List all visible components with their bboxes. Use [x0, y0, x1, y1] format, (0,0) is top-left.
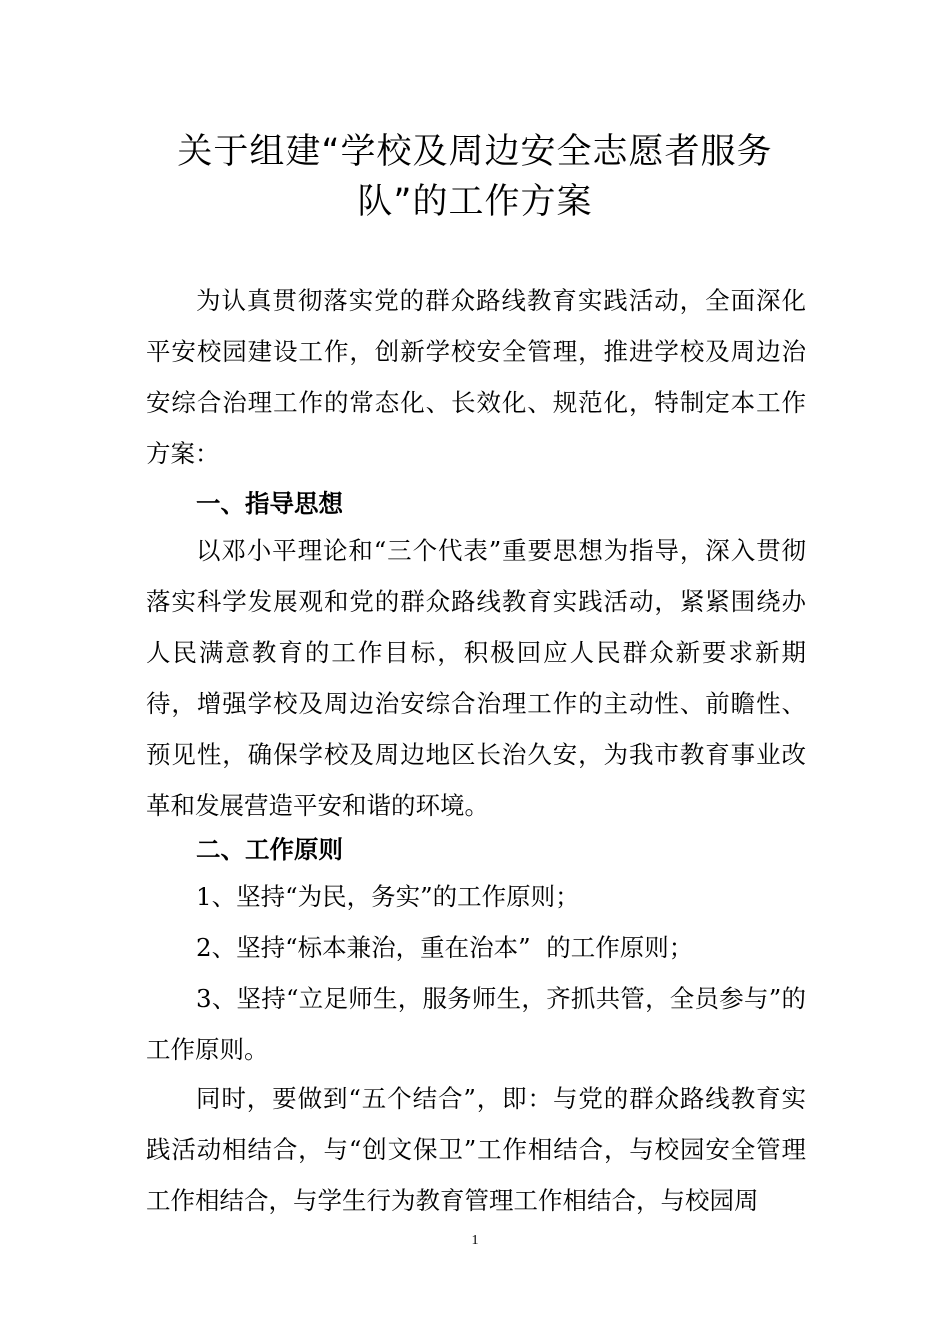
principle-item-2: 2、坚持“标本兼治，重在治本” 的工作原则； — [196, 933, 694, 962]
document-title-line-2: 队”的工作方案 — [357, 182, 593, 222]
document-title-line-1: 关于组建“学校及周边安全志愿者服务 — [177, 132, 773, 172]
principle-item-3: 3、坚持“立足师生，服务师生，齐抓共管，全员参与”的工作原则。 — [146, 984, 806, 1064]
page-number: 1 — [471, 1233, 479, 1248]
section-2-heading: 二、工作原则 — [196, 835, 343, 864]
principle-item-1: 1、坚持“为民，务实”的工作原则； — [196, 882, 580, 911]
section-1-heading: 一、指导思想 — [196, 489, 343, 518]
section-1-paragraph: 以邓小平理论和“三个代表”重要思想为指导，深入贯彻落实科学发展观和党的群众路线教育实践活动，紧紧围绕办人民满意教育的工作目标，积极回应人民群众新要求新期待，增强学校及周边治安综合治理工作的主动性、前瞻性、预见性，确保学校及周边地区长治久安，为我市教育事业改革和发展营造平安和谐的环境。 — [146, 536, 806, 820]
section-2-paragraph: 同时，要做到“五个结合”，即：与党的群众路线教育实践活动相结合，与“创文保卫”工作相结合，与校园安全管理工作相结合，与学生行为教育管理工作相结合，与校园周 — [146, 1084, 806, 1215]
intro-paragraph: 为认真贯彻落实党的群众路线教育实践活动，全面深化平安校园建设工作，创新学校安全管理，推进学校及周边治安综合治理工作的常态化、长效化、规范化，特制定本工作方案： — [146, 286, 806, 468]
